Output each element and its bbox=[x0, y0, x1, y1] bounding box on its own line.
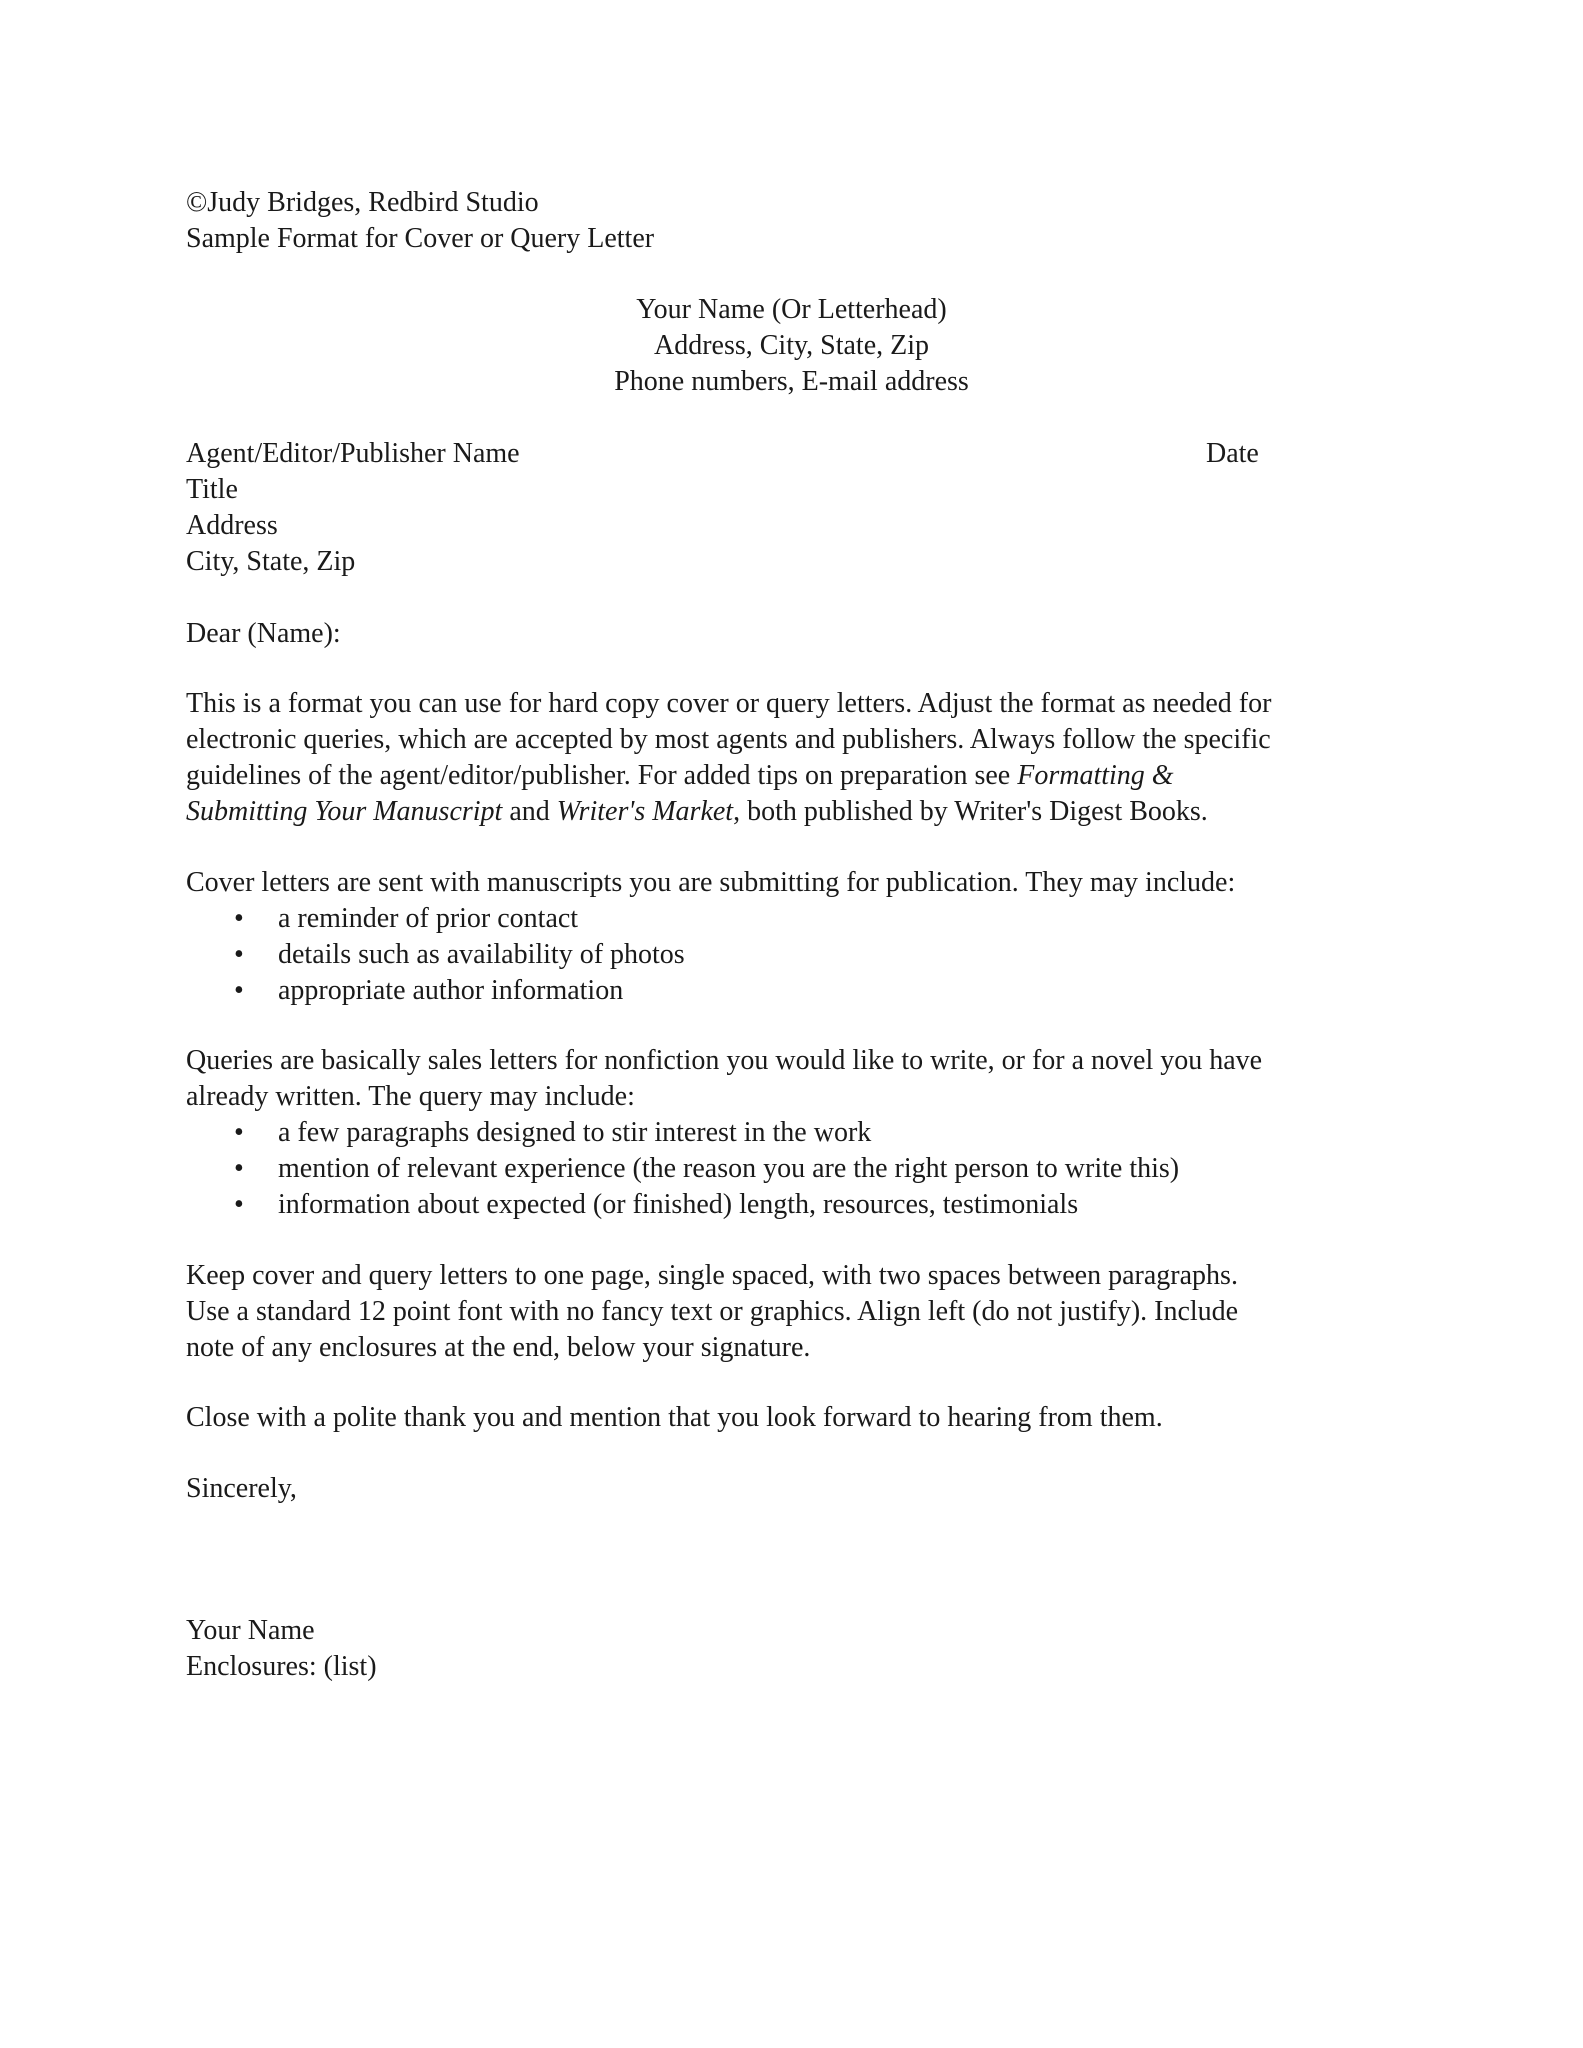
paragraph-intro bbox=[186, 686, 1426, 830]
letter-date: Date bbox=[1206, 438, 1259, 469]
paragraph-line: electronic queries, which are accepted by most agents and publishers. Always follow the specific bbox=[186, 724, 1271, 755]
paragraph-line: Queries are basically sales letters for nonfiction you would like to write, or for a novel you have bbox=[186, 1045, 1263, 1076]
paragraph-line: Close with a polite thank you and mention that you look forward to hearing from them. bbox=[186, 1402, 1163, 1433]
paragraph-line bbox=[186, 758, 1426, 794]
bullet-icon: • bbox=[234, 939, 244, 970]
paragraph-formatting bbox=[186, 1258, 1426, 1366]
bullet-icon: • bbox=[234, 1189, 244, 1220]
recipient-title: Title bbox=[186, 474, 238, 505]
document-subtitle: Sample Format for Cover or Query Letter bbox=[186, 223, 655, 254]
salutation: Dear (Name): bbox=[186, 618, 341, 649]
book-title: Formatting & bbox=[1017, 760, 1174, 791]
paragraph-text: and bbox=[502, 796, 557, 827]
cover-letter-list bbox=[186, 901, 1426, 1009]
letterhead-name: Your Name (Or Letterhead) bbox=[636, 294, 947, 325]
enclosures-line: Enclosures: (list) bbox=[186, 1651, 377, 1682]
letterhead-address: Address, City, State, Zip bbox=[653, 330, 930, 361]
paragraph-line: This is a format you can use for hard copy cover or query letters. Adjust the format as needed for bbox=[186, 688, 1272, 719]
signature-block bbox=[186, 1613, 377, 1685]
copyright-line: ©Judy Bridges, Redbird Studio bbox=[186, 187, 539, 218]
paragraph-cover-letters bbox=[186, 865, 1426, 1009]
paragraph-line bbox=[186, 794, 1426, 830]
paragraph-line: note of any enclosures at the end, below your signature. bbox=[186, 1332, 811, 1363]
letterhead bbox=[0, 292, 1583, 400]
paragraph-line: Use a standard 12 point font with no fancy text or graphics. Align left (do not justify). Include bbox=[186, 1296, 1239, 1327]
book-title: Writer's Market bbox=[556, 796, 734, 827]
recipient-block bbox=[186, 436, 520, 580]
signature-name: Your Name bbox=[186, 1615, 315, 1646]
list-item: • details such as availability of photos bbox=[186, 937, 1426, 973]
letterhead-contact: Phone numbers, E-mail address bbox=[614, 366, 969, 397]
query-list bbox=[186, 1115, 1426, 1223]
recipient-address: Address bbox=[186, 510, 278, 541]
bullet-icon: • bbox=[234, 1153, 244, 1184]
bullet-icon: • bbox=[234, 903, 244, 934]
list-item: • a reminder of prior contact bbox=[186, 901, 1426, 937]
list-item: • a few paragraphs designed to stir interest in the work bbox=[186, 1115, 1426, 1151]
bullet-icon: • bbox=[234, 975, 244, 1006]
list-item: • mention of relevant experience (the reason you are the right person to write this) bbox=[186, 1151, 1426, 1187]
closing: Sincerely, bbox=[186, 1473, 297, 1504]
paragraph-text: , both published by Writer's Digest Books. bbox=[733, 796, 1208, 827]
recipient-city: City, State, Zip bbox=[186, 546, 356, 577]
paragraph-line: Keep cover and query letters to one page, single spaced, with two spaces between paragraphs. bbox=[186, 1260, 1238, 1291]
list-item: • appropriate author information bbox=[186, 973, 1426, 1009]
list-item: • information about expected (or finished) length, resources, testimonials bbox=[186, 1187, 1426, 1223]
paragraph-line: Cover letters are sent with manuscripts you are submitting for publication. They may include: bbox=[186, 867, 1236, 898]
paragraph-closing bbox=[186, 1400, 1426, 1436]
book-title: Submitting Your Manuscript bbox=[186, 796, 503, 827]
paragraph-line: already written. The query may include: bbox=[186, 1081, 635, 1112]
paragraph-queries bbox=[186, 1043, 1426, 1223]
paragraph-text: guidelines of the agent/editor/publisher. For added tips on preparation see bbox=[186, 760, 1018, 791]
recipient-name: Agent/Editor/Publisher Name bbox=[186, 438, 520, 469]
bullet-icon: • bbox=[234, 1117, 244, 1148]
copyright-header bbox=[186, 185, 654, 257]
